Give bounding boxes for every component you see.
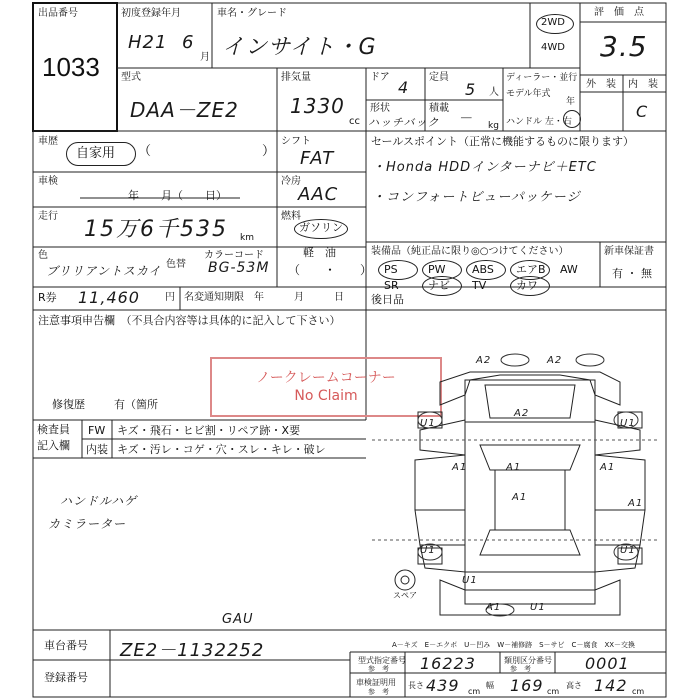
handle-label: ハンドル 左・右 — [506, 117, 572, 127]
recycle-label: R券 — [38, 291, 57, 304]
mileage-unit: km — [240, 233, 254, 243]
inspection-text: 年 月（ 日） — [128, 189, 227, 202]
first-reg-label: 初度登録年月 — [121, 8, 181, 19]
fuel-label: 燃料 — [281, 211, 301, 222]
first-reg-year: H21 — [128, 32, 168, 53]
equipment-item: SR — [384, 279, 399, 292]
length-value: 439 — [426, 676, 460, 695]
history-paren-close: ） — [262, 144, 276, 159]
fw-label: FW — [88, 424, 106, 437]
first-reg-month: 6 — [182, 32, 195, 53]
damage-mark: A1 — [600, 462, 616, 473]
damage-mark: U1 — [530, 602, 546, 613]
equipment-item: カワ — [516, 279, 538, 292]
equipment-item: PS — [384, 263, 398, 276]
title-change-value: 年 月 日 — [254, 292, 344, 303]
inspector-label-1: 検査員 — [37, 423, 70, 436]
stamp-en: No Claim — [294, 388, 358, 404]
aircon-value: AAC — [298, 184, 339, 205]
history-label: 車歴 — [38, 136, 58, 147]
chassis-label: 車台番号 — [44, 639, 88, 652]
height-unit: cm — [632, 687, 645, 696]
load-unit: kg — [488, 121, 499, 131]
model-code: DAA－ZE2 — [130, 98, 239, 122]
interior-row-text: キズ・汚レ・コゲ・穴・スレ・キレ・破レ — [117, 443, 326, 456]
damage-mark: A2 — [514, 408, 530, 419]
warranty-label: 新車保証書 — [604, 246, 654, 257]
class-value: 0001 — [585, 654, 630, 673]
equipment-item: ナビ — [428, 279, 450, 292]
history-paren-open: （ — [138, 144, 152, 159]
history-value: 自家用 — [76, 146, 116, 161]
mileage-value: 15万6千535 — [84, 217, 228, 242]
drive-4wd: 4WD — [541, 42, 565, 53]
reg-cert-ref: 参 考 — [368, 688, 389, 696]
capacity-unit: 人 — [489, 87, 499, 98]
damage-mark: U1 — [620, 545, 636, 556]
inspector-label-2: 記入欄 — [37, 439, 70, 452]
color-change-label: 色替 — [166, 259, 186, 270]
repair-value: 有（箇所 — [114, 398, 158, 411]
handwritten-note-1: ハンドルハゲ — [60, 494, 138, 508]
damage-mark: U1 — [420, 545, 436, 556]
width-unit: cm — [547, 687, 560, 696]
fuel-selected: ガソリン — [299, 221, 343, 234]
rating-label: 評 価 点 — [594, 7, 644, 18]
cc-label: 排気量 — [281, 72, 311, 83]
equipment-item: TV — [472, 279, 487, 292]
handwritten-note-2: カミラーター — [48, 517, 127, 531]
damage-legend: A－キズ E－エクボ U－凹み W－補修跡 S－サビ C－腐食 XX－交換 — [392, 641, 636, 649]
damage-mark: A1 — [506, 462, 522, 473]
damage-mark: A2 — [476, 355, 492, 366]
repair-label: 修復歴 — [52, 398, 85, 411]
recycle-amount: 11,460 — [78, 288, 140, 307]
damage-mark: U1 — [462, 575, 478, 586]
lot-no-label: 出品番号 — [38, 8, 78, 19]
load-value: － — [458, 111, 473, 127]
reg-cert-label: 車検証明用 — [356, 678, 396, 687]
color-code-label: カラーコード — [204, 250, 264, 261]
damage-mark: A1 — [628, 498, 644, 509]
sales-points-label: セールスポイント（正常に機能するものに限ります） — [371, 135, 635, 148]
equipment-item: ABS — [472, 263, 494, 276]
recycle-yen: 円 — [165, 292, 175, 303]
reg-no-label: 登録番号 — [44, 671, 88, 684]
spare-label: スペア — [393, 591, 417, 600]
cc-unit: cc — [349, 116, 360, 127]
capacity-label: 定員 — [429, 72, 449, 83]
rear-items-label: 後日品 — [371, 293, 404, 306]
shift-value: FAT — [300, 148, 335, 169]
height-value: 142 — [594, 676, 628, 695]
length-unit: cm — [468, 687, 481, 696]
damage-mark: A2 — [547, 355, 563, 366]
damage-mark: A1 — [452, 462, 468, 473]
shape-value: ハッチバック — [368, 116, 440, 129]
aircon-label: 冷房 — [281, 176, 301, 187]
model-cert-label: 型式指定番号 — [358, 656, 406, 665]
equipment-item: AW — [560, 263, 578, 276]
rating-value: 3.5 — [600, 30, 648, 63]
door-value: 4 — [398, 78, 410, 97]
color-label: 色 — [38, 250, 48, 261]
name-grade-label: 車名・グレード — [217, 8, 287, 19]
height-label: 高さ — [566, 681, 582, 690]
equipment-label: 装備品（純正品に限り◎○つけてください） — [371, 246, 569, 257]
length-label: 長さ — [408, 681, 424, 690]
damage-mark: A1 — [486, 602, 502, 613]
fuel-blank: （ ・ ） — [288, 263, 373, 277]
damage-mark: A1 — [512, 492, 528, 503]
dealer-label: ディーラー・並行 — [506, 73, 578, 83]
sales-point-1: ・Honda HDDインターナビ＋ETC — [372, 160, 597, 175]
chassis-number: ZE2－1132252 — [120, 640, 265, 661]
damage-mark: U1 — [420, 418, 436, 429]
door-label: ドア — [370, 72, 390, 83]
sales-point-2: ・コンフォートビューパッケージ — [372, 190, 581, 205]
load-label: 積載 — [429, 103, 449, 114]
model-year-unit: 年 — [566, 97, 576, 107]
capacity-value: 5 — [465, 80, 477, 99]
class-ref: 参 考 — [510, 665, 531, 673]
class-label: 類別区分番号 — [504, 656, 552, 665]
model-cert-ref: 参 考 — [368, 665, 389, 673]
interior-row-label: 内装 — [86, 443, 108, 456]
above-chassis-note: GAU — [222, 612, 254, 627]
drive-2wd: 2WD — [541, 17, 565, 28]
interior-label: 内 装 — [628, 79, 658, 90]
fw-text: キズ・飛石・ヒビ割・リペア跡・X要 — [117, 424, 301, 437]
equipment-item: PW — [428, 263, 446, 276]
model-label: 型式 — [121, 72, 141, 83]
notes-label: 注意事項申告欄 （不具合内容等は具体的に記入して下さい） — [38, 314, 341, 327]
equipment-item: エアB — [516, 263, 546, 276]
exterior-label: 外 装 — [586, 79, 616, 90]
lot-number: 1033 — [42, 52, 100, 82]
color-code: BG-53M — [208, 260, 270, 276]
width-value: 169 — [510, 676, 544, 695]
warranty-value: 有 ・ 無 — [612, 267, 652, 280]
model-year-label: モデル年式 — [506, 89, 551, 99]
month-unit: 月 — [200, 52, 210, 63]
cc-value: 1330 — [290, 94, 345, 118]
interior-grade: C — [636, 102, 649, 121]
name-grade: インサイト・G — [222, 35, 377, 60]
inspection-label: 車検 — [38, 176, 58, 187]
title-change-label: 名変通知期限 — [184, 292, 244, 303]
fuel-other: 軽 油 — [303, 246, 336, 259]
model-cert-value: 16223 — [420, 654, 476, 673]
shape-label: 形状 — [370, 103, 390, 114]
damage-mark: U1 — [620, 418, 636, 429]
color-value: ブリリアントスカイ — [46, 264, 162, 278]
width-label: 幅 — [486, 681, 494, 690]
stamp-ja: ノークレームコーナー — [256, 370, 396, 386]
mileage-label: 走行 — [38, 211, 58, 222]
shift-label: シフト — [281, 136, 311, 147]
